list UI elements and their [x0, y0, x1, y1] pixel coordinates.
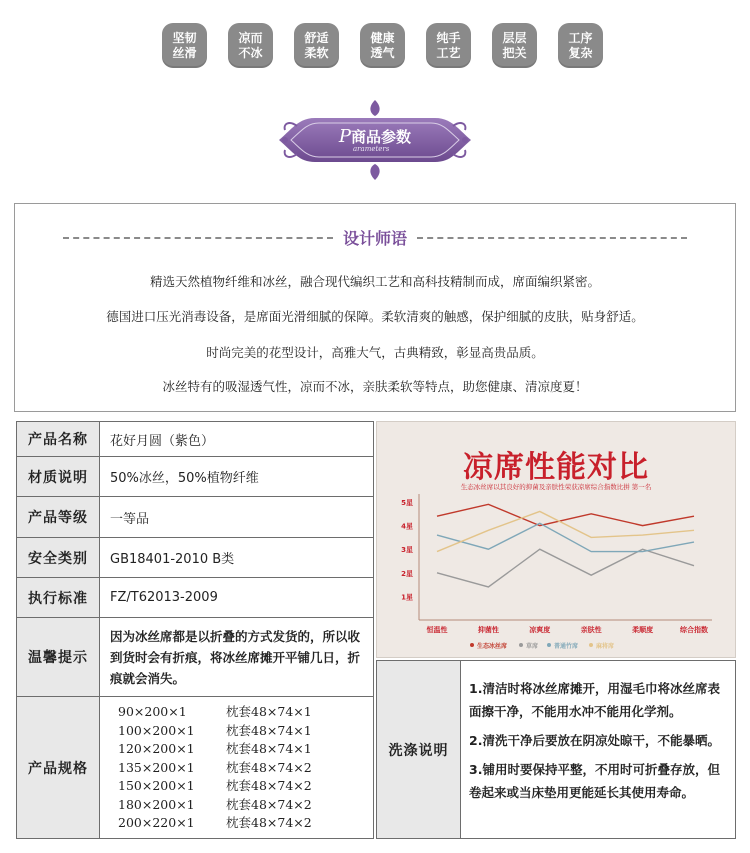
spec-label: 安全类别	[17, 538, 100, 577]
pillow-size: 枕套48×74×2	[226, 796, 312, 812]
bed-size: 150×200×1	[118, 778, 195, 793]
spec-value: 花好月圆（紫色）	[110, 433, 215, 449]
x-tick-label: 抑菌性	[477, 626, 499, 634]
spec-label: 材质说明	[17, 457, 100, 496]
spec-value: GB18401-2010 B类	[110, 552, 235, 567]
bed-size: 180×200×1	[118, 796, 195, 812]
designer-notes-box	[14, 203, 736, 412]
bed-size: 135×200×1	[118, 759, 195, 775]
parameters-subtitle: arameters	[353, 145, 390, 153]
spec-label: 产品名称	[17, 422, 100, 456]
bed-size: 90×200×1	[118, 704, 187, 719]
legend-marker	[589, 643, 593, 647]
wash-instructions	[376, 660, 736, 839]
spec-label: 产品规格	[17, 697, 100, 838]
feature-badge: 舒适 柔软	[294, 23, 339, 68]
size-line	[118, 740, 373, 759]
size-line	[118, 722, 373, 741]
series-line	[437, 504, 694, 525]
spec-row	[16, 538, 374, 578]
y-tick-label: 4星	[401, 522, 413, 531]
x-tick-label: 凉爽度	[529, 626, 551, 634]
performance-chart	[376, 421, 736, 658]
feature-badge: 健康 透气	[360, 23, 405, 68]
spec-label: 温馨提示	[17, 618, 100, 696]
size-line	[118, 814, 373, 833]
spec-row-sizes	[16, 697, 374, 839]
spec-row	[16, 457, 374, 497]
wash-item: 2.清洗干净后要放在阴凉处晾干，不能暴晒。	[469, 733, 720, 748]
y-tick-label: 1星	[401, 593, 413, 602]
legend-label: 草席	[526, 643, 539, 650]
designer-notes-title: 设计师语	[342, 229, 407, 248]
spec-value: FZ/T62013-2009	[110, 590, 218, 605]
legend-label: 生态冰丝席	[477, 643, 508, 650]
x-tick-label: 柔顺度	[632, 626, 654, 634]
y-tick-label: 2星	[401, 569, 413, 578]
legend-label: 麻将席	[596, 643, 615, 650]
spec-value: 50%冰丝，50%植物纤维	[110, 471, 259, 486]
feature-badge: 工序 复杂	[558, 23, 603, 68]
spec-value: 一等品	[110, 511, 150, 527]
legend-marker	[547, 643, 551, 647]
feature-badges	[162, 23, 603, 68]
chart-plot	[377, 422, 737, 659]
pillow-size: 枕套48×74×2	[226, 759, 312, 775]
wash-list	[461, 661, 735, 838]
series-line	[437, 523, 694, 551]
x-tick-label: 亲肤性	[580, 626, 602, 634]
designer-note-line: 精选天然植物纤维和冰丝，融合现代编织工艺和高科技精制而成，席面编织紧密。	[149, 274, 600, 289]
bed-size: 100×200×1	[118, 722, 195, 738]
pillow-size: 枕套48×74×2	[226, 815, 312, 830]
x-tick-label: 综合指数	[680, 626, 708, 634]
spec-row	[16, 421, 374, 457]
wash-item: 1.清洁时将冰丝席摊开，用湿毛巾将冰丝席表面擦干净，不能用水冲不能用化学剂。	[469, 681, 720, 719]
y-tick-label: 3星	[401, 546, 413, 555]
parameters-ornament	[275, 98, 475, 182]
bed-size: 200×220×1	[118, 815, 195, 830]
chart-title: 凉席性能对比	[463, 450, 649, 485]
pillow-size: 枕套48×74×1	[226, 722, 312, 738]
designer-notes-header	[15, 226, 735, 248]
pillow-size: 枕套48×74×2	[226, 778, 312, 793]
size-line	[118, 796, 373, 815]
size-line	[118, 777, 373, 796]
wash-item: 3.铺用时要保持平整，不用时可折叠存放，但卷起来或当床垫用更能延长其使用寿命。	[469, 762, 720, 800]
size-line	[118, 703, 373, 722]
pillow-size: 枕套48×74×1	[226, 741, 312, 756]
designer-note-line: 时尚完美的花型设计，高雅大气，古典精致，彰显高贵品质。	[206, 345, 544, 360]
feature-badge: 层层 把关	[492, 23, 537, 68]
spec-label: 产品等级	[17, 497, 100, 537]
chart-subtitle: 生态冰丝席以其良好的抑菌及亲肤性荣获凉席综合指数比拼 第一名	[460, 483, 652, 491]
feature-badge: 凉而 不冰	[228, 23, 273, 68]
spec-row	[16, 578, 374, 618]
designer-note-line: 德国进口压光消毒设备，是席面光滑细腻的保障。柔软清爽的触感，保护细腻的皮肤，贴身舒适。	[106, 309, 644, 324]
spec-value: 因为冰丝席都是以折叠的方式发货的，所以收到货时会有折痕，将冰丝席摊开平铺几日，折痕就会消失。	[110, 629, 361, 686]
spec-row	[16, 618, 374, 697]
feature-badge: 纯手 工艺	[426, 23, 471, 68]
x-tick-label: 恒温性	[426, 626, 448, 634]
legend-marker	[470, 643, 474, 647]
parameters-letter: P	[338, 126, 352, 147]
y-tick-label: 5星	[401, 499, 413, 507]
size-line	[118, 759, 373, 778]
size-list	[100, 697, 373, 838]
feature-badge: 坚韧 丝滑	[162, 23, 207, 68]
legend-label: 普通竹席	[554, 643, 579, 650]
designer-note-line: 冰丝特有的吸湿透气性，凉而不冰，亲肤柔软等特点，助您健康、清凉度夏！	[162, 379, 588, 394]
spec-label: 执行标准	[17, 578, 100, 617]
legend-marker	[519, 643, 523, 647]
series-line	[437, 549, 694, 587]
spec-table	[16, 421, 374, 839]
pillow-size: 枕套48×74×1	[226, 704, 312, 719]
spec-row	[16, 497, 374, 538]
parameters-title-text: 商品参数	[351, 128, 412, 146]
bed-size: 120×200×1	[118, 741, 195, 756]
parameters-title	[275, 126, 475, 147]
wash-label: 洗涤说明	[377, 661, 461, 838]
